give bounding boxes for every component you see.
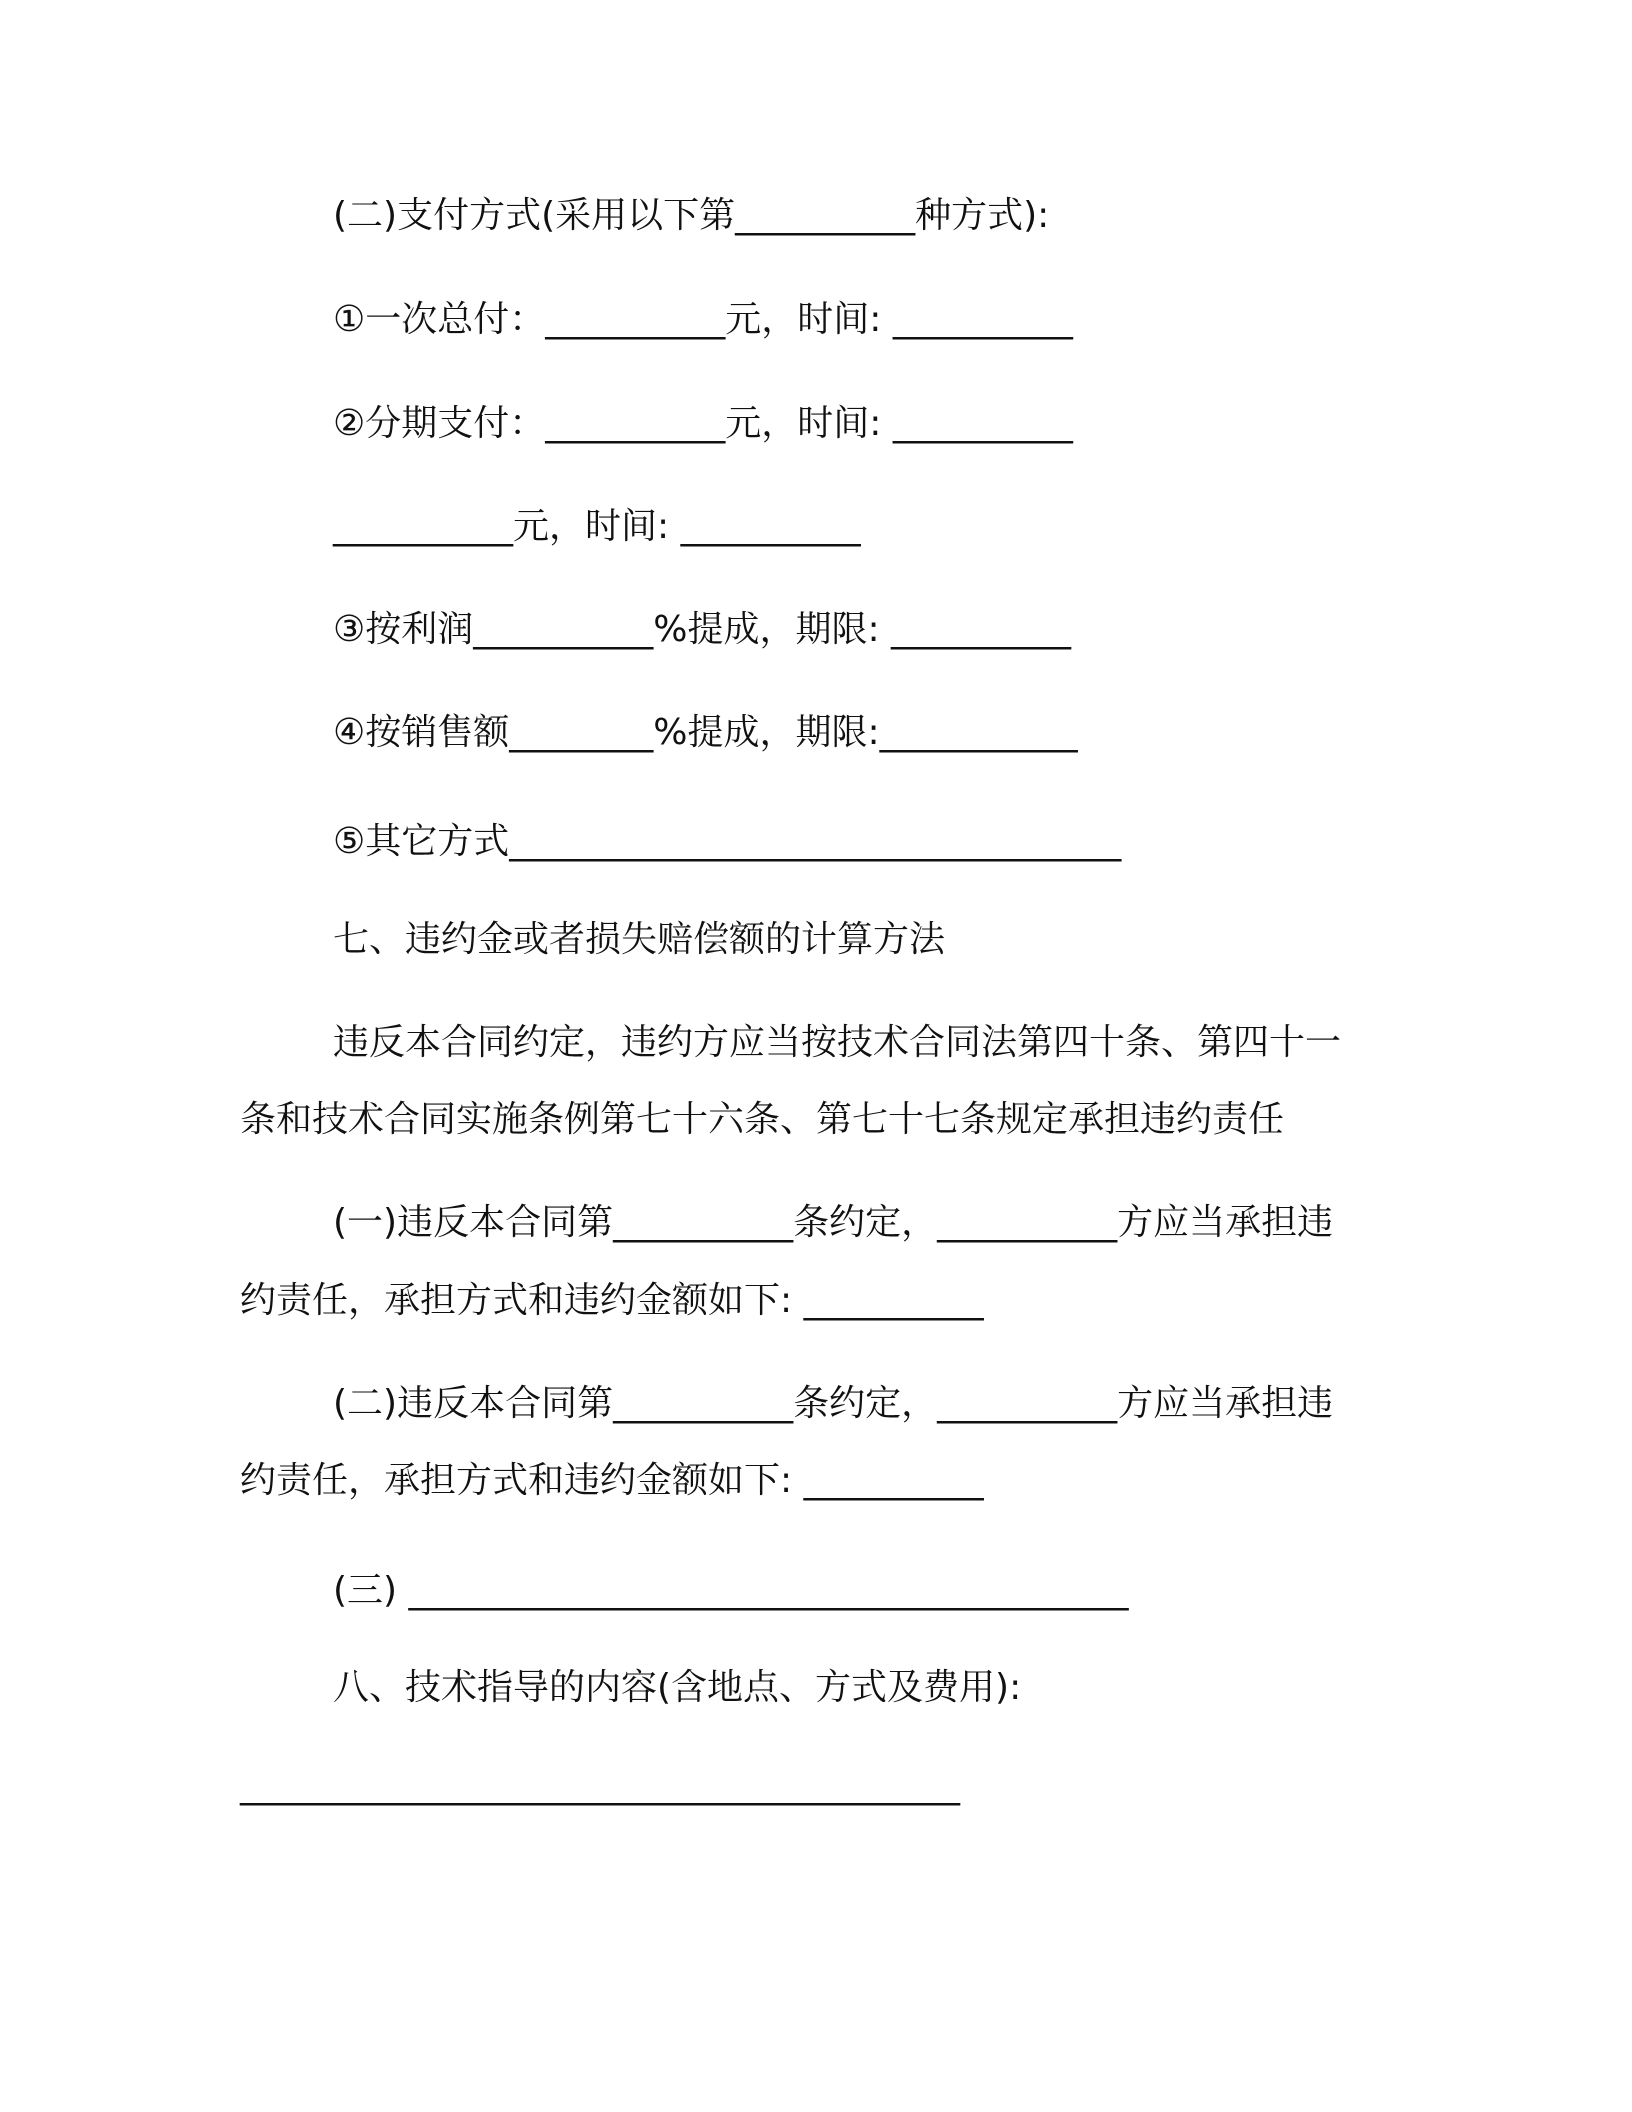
payment-method-heading: (二)支付方式(采用以下第__________种方式): xyxy=(333,195,1050,236)
section-7-paragraph-line-1: 违反本合同约定，违约方应当按技术合同法第四十条、第四十一 xyxy=(333,1022,1342,1063)
option-1-lump-sum: ①一次总付：__________元，时间: __________ xyxy=(333,299,1073,340)
option-2-installment: ②分期支付：__________元，时间: __________ xyxy=(333,403,1073,444)
section-7-heading: 七、违约金或者损失赔偿额的计算方法 xyxy=(333,919,946,960)
section-8-blank: ________________________________________ xyxy=(240,1765,960,1806)
clause-3: (三) ________________________________________ xyxy=(333,1570,1129,1611)
option-4-sales-share: ④按销售额________%提成，期限:___________ xyxy=(333,712,1078,753)
section-8-heading: 八、技术指导的内容(含地点、方式及费用): xyxy=(333,1667,1022,1708)
section-7-paragraph-line-2: 条和技术合同实施条例第七十六条、第七十七条规定承担违约责任 xyxy=(240,1099,1285,1140)
option-5-other: ⑤其它方式__________________________________ xyxy=(333,821,1122,862)
clause-2-line-1: (二)违反本合同第__________条约定，__________方应当承担违 xyxy=(333,1383,1334,1424)
clause-2-line-2: 约责任，承担方式和违约金额如下: __________ xyxy=(240,1460,984,1501)
clause-1-line-1: (一)违反本合同第__________条约定，__________方应当承担违 xyxy=(333,1202,1334,1243)
clause-1-line-2: 约责任，承担方式和违约金额如下: __________ xyxy=(240,1280,984,1321)
option-2-installment-cont: __________元，时间: __________ xyxy=(333,506,861,547)
option-3-profit-share: ③按利润__________%提成，期限: __________ xyxy=(333,609,1072,650)
